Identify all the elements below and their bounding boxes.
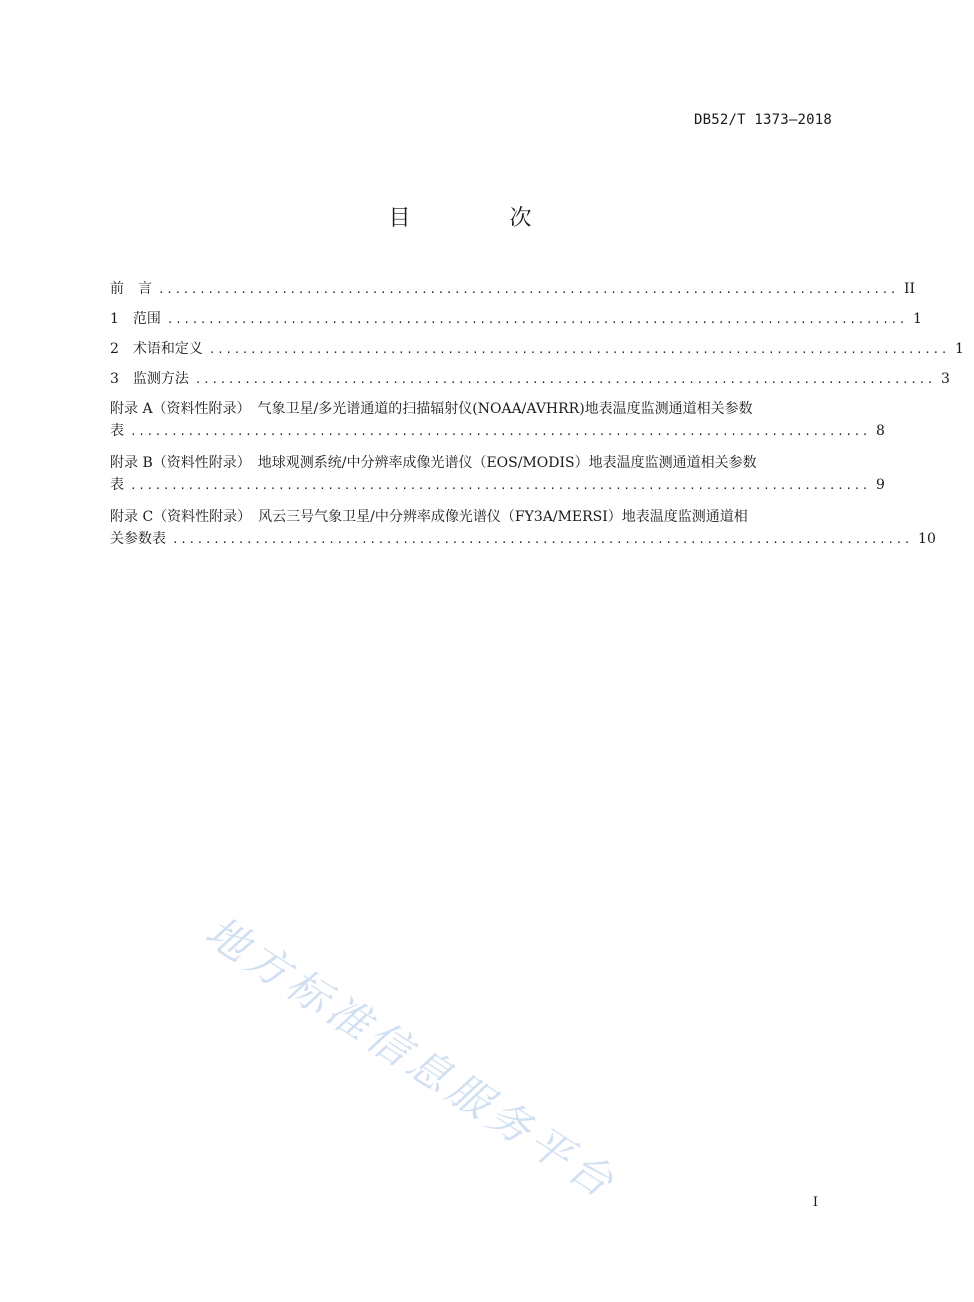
toc-leader-dots: .......................................................................................... (166, 313, 907, 326)
toc-leader-dots: .......................................................................................... (130, 425, 871, 438)
toc-entry-foreword[interactable] (110, 278, 916, 308)
toc-leader-dots: .......................................................................................... (158, 283, 899, 296)
toc-entry-page: 1 (912, 311, 922, 327)
toc-entry-appendix-b[interactable] (110, 452, 885, 496)
toc-entry-page: 8 (876, 423, 885, 439)
toc-entry-page: II (904, 281, 916, 297)
page-title: 目 次 (388, 206, 578, 231)
toc-entry-label-cont: 表 (110, 423, 124, 439)
toc-entry-scope[interactable] (110, 308, 922, 338)
page-number: I (812, 1195, 818, 1210)
toc-leader-dots: .......................................................................................... (194, 373, 935, 386)
toc-entry-page: 10 (918, 531, 936, 547)
toc-entry-label: 3 监测方法 (110, 371, 189, 387)
watermark-text: 地方标准信息服务平台 (196, 906, 627, 1210)
toc-entry-label: 1 范围 (110, 311, 161, 327)
toc-entry-label: 前 言 (110, 281, 152, 297)
toc-entry-appendix-a[interactable] (110, 398, 885, 442)
toc-entry-label-cont: 关参数表 (110, 531, 166, 547)
toc-entry-label: 2 术语和定义 (110, 341, 203, 357)
toc-entry-label: 附录 A（资料性附录） 气象卫星/多光谱通道的扫描辐射仪(NOAA/AVHRR)地表温度监测通道相关参数 (110, 401, 753, 417)
toc-entry-label: 附录 B（资料性附录） 地球观测系统/中分辨率成像光谱仪（EOS/MODIS）地表温度监测通道相关参数 (110, 455, 757, 471)
toc-entry-page: 9 (876, 477, 885, 493)
toc-entry-label: 附录 C（资料性附录） 风云三号气象卫星/中分辨率成像光谱仪（FY3A/MERSI）地表温度监测通道相 (110, 509, 748, 525)
standard-code: DB52/T 1373—2018 (693, 112, 832, 128)
toc-leader-dots: .......................................................................................... (208, 343, 949, 356)
toc-leader-dots: .......................................................................................... (172, 533, 913, 546)
toc-entry-methods[interactable] (110, 368, 950, 398)
toc-entry-label-cont: 表 (110, 477, 124, 493)
toc-entry-page: 3 (940, 371, 950, 387)
toc-entry-terms[interactable] (110, 338, 964, 368)
toc-leader-dots: .......................................................................................... (130, 479, 871, 492)
toc-entry-appendix-c[interactable] (110, 506, 936, 550)
table-of-contents (110, 278, 964, 560)
toc-entry-page: 1 (954, 341, 964, 357)
